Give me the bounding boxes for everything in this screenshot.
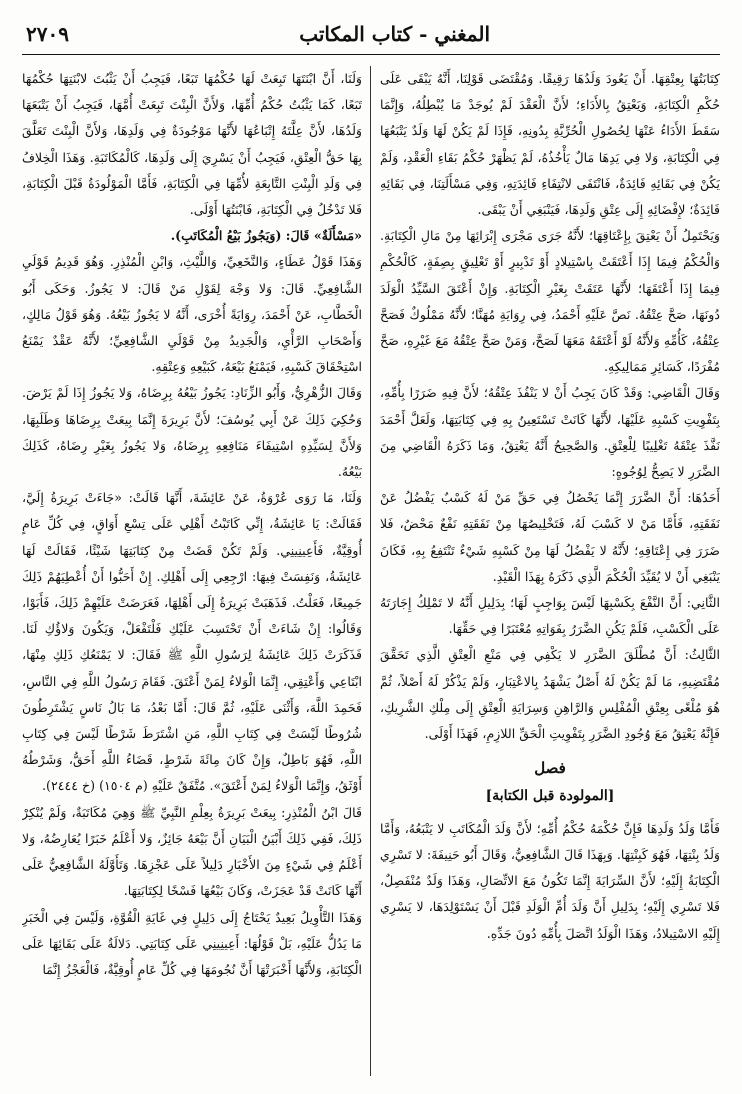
paragraph: أَحَدُهَا: أَنَّ الضَّرَرَ إِنَّمَا يَحْصُلُ فِي حَقِّ مَنْ لَهُ كَسْبٌ يَفْضُلُ عَنْ نَفَقَتِهِ، فَأَمَّا مَنْ لا كَسْبَ لَهُ، فَتَخْلِيصُهَا مِنْ نَفَقَتِهِ نَفْعٌ مَحْضٌ، فَلا ضَرَرَ فِي إِعْتَاقِهِ؛ لأَنَّهُ لا يَفْضُلُ لَهَا مِنْ كَسْبِهِ شَيْءٌ تَنْتَفِعُ بِهِ، فَكَانَ يَنْبَغِي أَنْ لا يُقَيِّدَ الْحُكْمَ الَّذِي ذَكَرَهُ بِهَذَا الْقَيْدِ. (380, 490, 720, 584)
right-column (380, 66, 720, 1076)
left-column (22, 66, 362, 1076)
paragraph: وَلَنَا، مَا رَوَى عُرْوَةُ، عَنْ عَائِشَةَ، أَنَّهَا قَالَتْ: «جَاءَتْ بَرِيرَةُ إِلَيَّ، فَقَالَتْ: يَا عَائِشَةُ، إِنِّي كَاتَبْتُ أَهْلِي عَلَى تِسْعِ أَوَاقٍ، فِي كُلِّ عَامٍ أُوقِيَّةٌ، فَأَعِينِينِي. وَلَمْ تَكُنْ قَضَتْ مِنْ كِتَابَتِهَا شَيْئًا، فَقَالَتْ لَهَا عَائِشَةُ، وَنَفِسَتْ فِيهَا: ارْجِعِي إِلَى أَهْلِكِ. إِنْ أَحَبُّوا أَنْ أُعْطِيَهُمْ ذَلِكَ جَمِيعًا، فَعَلْتُ. فَذَهَبَتْ بَرِيرَةُ إِلَى أَهْلِهَا، فَعَرَضَتْ عَلَيْهِمْ ذَلِكَ، فَأَبَوْا، وَقَالُوا: إِنْ شَاءَتْ أَنْ تَحْتَسِبَ عَلَيْكِ فَلْتَفْعَلْ، وَيَكُونَ وَلاؤُكِ لَنَا. فَذَكَرَتْ ذَلِكَ عَائِشَةُ لِرَسُولِ اللَّهِ ﷺ فَقَالَ: لا يَمْنَعُكِ ذَلِكِ مِنْهَا، ابْتَاعِي وَأَعْتِقِي، إِنَّمَا الْوَلاءُ لِمَنْ أَعْتَقَ. فَقَامَ رَسُولُ اللَّهِ فِي النَّاسِ، فَحَمِدَ اللَّهَ، وَأَثْنَى عَلَيْهِ، ثُمَّ قَالَ: أَمَّا بَعْدُ، مَا بَالُ نَاسٍ يَشْتَرِطُونَ شُرُوطًا لَيْسَتْ فِي كِتَابِ اللَّهِ، مَنِ اشْتَرَطَ شَرْطًا لَيْسَ فِي كِتَابِ اللَّهِ، فَهُوَ بَاطِلٌ، وَإِنْ كَانَ مِائَةَ شَرْطٍ، قَضَاءُ اللَّهِ أَحَقُّ، وَشَرْطُهُ أَوْثَقُ، وَإِنَّمَا الْوَلاءُ لِمَنْ أَعْتَقَ». مُتَّفَقٌ عَلَيْهِ (م ١٥٠٤) (خ ٢٤٤٤). (22, 490, 362, 794)
paragraph: وَلَنَا، أَنَّ ابْنَتَهَا تَبِعَتْ لَهَا حُكْمُهَا تَبَعًا، فَيَجِبُ أَنْ يَثْبُتَ لابْنَتِهَا حُكْمُهَا تَبَعًا، كَمَا يَثْبُتُ حُكْمُ أُمِّهَا، وَلأَنَّ الْبِنْتَ تَبِعَتْ أُمَّهَا، فَيَجِبُ أَنْ يَتْبَعَهَا وَلَدُهَا، لأَنَّ عِلَّتَهُ إِتْبَاعُهَا لأَنَّهَا مَوْجُودَةٌ فِي وَلَدِهَا، وَلأَنَّ الْبِنْتَ تَعَلَّقَ بِهَا حَقُّ الْعِتْقِ، فَيَجِبُ أَنْ يَسْرِيَ إِلَى وَلَدِهَا، كَالْمُكَاتَبَةِ. وَهَذَا الْخِلافُ فِي وَلَدِ الْبِنْتِ التَّابِعَةِ لأُمِّهَا فِي الْكِتَابَةِ، فَأَمَّا الْمَوْلُودَةُ قَبْلَ الْكِتَابَةِ، فَلا تَدْخُلُ فِي الْكِتَابَةِ، فَابْنَتُهَا أَوْلَى. (22, 71, 362, 218)
page-number: ٢٧٠٩ (26, 22, 69, 46)
paragraph: وَهَذَا التَّأْوِيلُ بَعِيدٌ يَحْتَاجُ إِلَى دَلِيلٍ فِي غَايَةِ الْقُوَّةِ، وَلَيْسَ فِي الْخَبَرِ مَا يَدُلُّ عَلَيْهِ، بَلْ قَوْلُهَا: أَعِينِينِي عَلَى كِتَابَتِي. دَلالَةٌ عَلَى بَقَائِهَا عَلَى الْكِتَابَةِ، وَلأَنَّهَا أَخْبَرَتْهَا أَنَّ نُجُومَهَا فِي كُلِّ عَامٍ أُوقِيَّةٌ، فَالْعَجْزُ إِنَّمَا (22, 909, 362, 977)
paragraph: الثَّالِثُ: أَنَّ مُطْلَقَ الضَّرَرِ لا يَكْفِي فِي مَنْعِ الْعِتْقِ الَّذِي تَحَقَّقَ مُقْتَضِيهِ، مَا لَمْ يَكُنْ لَهُ أَصْلٌ يَشْهَدُ بِالاعْتِبَارِ، وَلَمْ يَذْكُرْ لَهُ أَصْلاً، ثُمَّ هُوَ مُلْغًى بِعِتْقِ الْمُفْلِسِ وَالرَّاهِنِ وَسِرَايَةِ الْعِتْقِ إِلَى مِلْكِ الشَّرِيكِ، فَإِنَّهُ يَعْتِقُ مَعَ وُجُودِ الضَّرَرِ بِتَفْوِيتِ الْحَقِّ اللازِمِ، فَهَذَا أَوْلَى. (380, 647, 720, 742)
paragraph: وَيَحْتَمِلُ أَنْ يَعْتِقَ بِإِعْتَاقِهَا؛ لأَنَّهُ جَرَى مَجْرَى إِبْرَائِهَا مِنْ مَالِ الْكِتَابَةِ. وَالْحُكْمُ فِيمَا إِذَا أَعْتَقَتْ بِاسْتِيلادٍ أَوْ تَدْبِيرٍ أَوْ تَعْلِيقٍ بِصِفَةٍ، كَالْحُكْمِ فِيمَا إِذَا أَعْتَقَهَا؛ لأَنَّهَا عَتَقَتْ بِغَيْرِ الْكِتَابَةِ. وَإِنْ أَعْتَقَ السَّيِّدُ الْوَلَدَ دُونَهَا، صَحَّ عِتْقُهُ. نَصَّ عَلَيْهِ أَحْمَدُ، فِي رِوَايَةِ مُهَنَّا؛ لأَنَّهُ مَمْلُوكٌ فَصَحَّ عِتْقُهُ، كَأُمِّهِ وَلأَنَّهُ لَوْ أَعْتَقَهُ مَعَهَا لَصَحَّ، وَمَنْ صَحَّ عِتْقُهُ مَعَ غَيْرِهِ، صَحَّ مُفْرَدًا، كَسَائِرِ مَمَالِيكِهِ. (380, 228, 720, 375)
paragraph: وَهَذَا قَوْلُ عَطَاءٍ، وَالنَّخَعِيِّ، وَاللَّيْثِ، وَابْنِ الْمُنْذِرِ. وَهُوَ قَدِيمُ قَوْلَيِ الشَّافِعِيِّ. قَالَ: وَلا وَجْهَ لِقَوْلِ مَنْ قَالَ: لا يَجُوزُ. وَحَكَى أَبُو الْخَطَّابِ، عَنْ أَحْمَدَ، رِوَايَةً أُخْرَى، أَنَّهُ لا يَجُوزُ بَيْعُهُ. وَهُوَ قَوْلُ مَالِكٍ، وَأَصْحَابِ الرَّأْيِ، وَالْجَدِيدُ مِنْ قَوْلَيِ الشَّافِعِيِّ؛ لأَنَّهُ عَقْدٌ يَمْنَعُ اسْتِحْقَاقَ كَسْبِهِ، فَيَمْنَعُ بَيْعَهُ، كَبَيْعِهِ وَعِتْقِهِ. (22, 254, 362, 375)
masala-heading: «مَسْأَلَةٌ» قَالَ: (وَيَجُوزُ بَيْعُ الْمُكَاتَبِ). (170, 228, 362, 244)
paragraph: فَأَمَّا وَلَدُ وَلَدِهَا فَإِنَّ حُكْمَهُ حُكْمُ أُمِّهِ؛ لأَنَّ وَلَدَ الْمُكَاتَبِ لا يَتْبَعُهُ، وَأَمَّا وَلَدُ بِنْتِهَا، فَهُوَ كَبِنْتِهَا. وَبِهَذَا قَالَ الشَّافِعِيُّ، وَقَالَ أَبُو حَنِيفَةَ: لا تَسْرِي الْكِتَابَةُ إِلَيْهِ؛ لأَنَّ السِّرَايَةَ إِنَّمَا تَكُونُ مَعَ الاتِّصَالِ، وَهَذَا وَلَدٌ مُنْفَصِلٌ، فَلا تَسْرِي إِلَيْهِ؛ بِدَلِيلِ أَنَّ وَلَدَ أُمِّ الْوَلَدِ قَبْلَ أَنْ يَسْتَوْلِدَهَا، لا يَسْرِي إِلَيْهِ الاسْتِيلادُ، وَهَذَا الْوَلَدُ اتَّصَلَ بِأُمِّهِ دُونَ جَدِّهِ. (380, 820, 720, 941)
section-subtitle: [المولودة قبل الكتابة] (485, 788, 615, 805)
header-rule (22, 54, 720, 55)
paragraph: وَقَالَ الْقَاضِي: وَقَدْ كَانَ يَجِبُ أَنْ لا يَنْفُذَ عِتْقُهُ؛ لأَنَّ فِيهِ ضَرَرًا بِأُمِّهِ، بِتَفْوِيتِ كَسْبِهِ عَلَيْهَا، لأَنَّهَا كَانَتْ تَسْتَعِينُ بِهِ فِي كِتَابَتِهَا، وَلَعَلَّ أَحْمَدَ نَفَّذَ عِتْقَهُ تَغْلِيبًا لِلْعِتْقِ. وَالصَّحِيحُ أَنَّهُ يَعْتِقُ، وَمَا ذَكَرَهُ الْقَاضِي مِنَ الضَّرَرِ لا يَصِحُّ لِوُجُوهٍ: (380, 385, 720, 480)
section-heading: فصل (534, 759, 566, 778)
running-title: المغني - كتاب المكاتب (299, 22, 490, 46)
paragraph: وَقَالَ الزُّهْرِيُّ، وَأَبُو الزِّنَادِ: يَجُوزُ بَيْعُهُ بِرِضَاهُ، وَلا يَجُوزُ إِذَا لَمْ يَرْضَ. وَحُكِيَ ذَلِكَ عَنْ أَبِي يُوسُفَ؛ لأَنَّ بَرِيرَةَ إِنَّمَا بِيعَتْ بِرِضَاهَا وَطَلَبِهَا، وَلأَنَّ لِسَيِّدِهِ اسْتِيفَاءَ مَنَافِعِهِ بِرِضَاهُ، وَلا يَجُوزُ بِغَيْرِ رِضَاهُ، كَذَلِكَ بَيْعُهُ. (22, 385, 362, 480)
paragraph: الثَّانِي: أَنَّ النَّفْعَ بِكَسْبِهَا لَيْسَ بِوَاجِبٍ لَهَا؛ بِدَلِيلِ أَنَّهُ لا تَمْلِكُ إِجَارَتَهُ عَلَى الْكَسْبِ، فَلَمْ يَكُنِ الضَّرَرُ بِفَوَاتِهِ مُعْتَبَرًا فِي حَقِّهَا. (380, 595, 720, 637)
paragraph: كِتَابَتُهَا بِعِتْقِهَا. أَنْ يَعُودَ وَلَدُهَا رَقِيقًا. وَمُقْتَضَى قَوْلِنَا، أَنَّهُ يَبْقَى عَلَى حُكْمِ الْكِتَابَةِ، وَيَعْتِقُ بِالأَدَاءِ؛ لأَنَّ الْعَقْدَ لَمْ يُوجَدْ مَا يُبْطِلُهُ، وَإِنَّمَا سَقَطَ الأَدَاءُ عَنْهَا لِحُصُولِ الْحُرِّيَّةِ بِدُونِهِ، فَإِذَا لَمْ يَكُنْ لَهَا وَلَدٌ يَتْبَعُهَا فِي الْكِتَابَةِ، وَلا فِي يَدِهَا مَالٌ يَأْخُذُهُ، لَمْ يَظْهَرْ حُكْمُ بَقَاءِ الْعَقْدِ، وَلَمْ يَكُنْ فِي بَقَائِهِ فَائِدَةٌ، فَانْتَفَى لانْتِفَاءِ فَائِدَتِهِ، وَفِي مَسْأَلَتِنَا، فِي بَقَائِهِ فَائِدَةٌ؛ لإِفْضَائِهِ إِلَى عِتْقِ وَلَدِهَا، فَيَنْبَغِي أَنْ يَبْقَى. (380, 71, 720, 218)
page-header (22, 16, 720, 56)
column-divider (370, 66, 371, 1076)
paragraph: قَالَ ابْنُ الْمُنْذِرِ: بِيعَتْ بَرِيرَةُ بِعِلْمِ النَّبِيِّ ﷺ وَهِيَ مُكَاتَبَةٌ، وَلَمْ يُنْكِرْ ذَلِكَ، فَفِي ذَلِكَ أَبْيَنُ الْبَيَانِ أَنَّ بَيْعَهُ جَائِزٌ، وَلا أَعْلَمُ خَبَرًا يُعَارِضُهُ، وَلا أَعْلَمُ فِي شَيْءٍ مِنَ الأَخْبَارِ دَلِيلاً عَلَى عَجْزِهَا. وَتَأَوَّلَهُ الشَّافِعِيُّ عَلَى أَنَّهَا كَانَتْ قَدْ عَجَزَتْ، وَكَانَ بَيْعُهَا فَسْخًا لِكِتَابَتِهَا. (22, 804, 362, 899)
